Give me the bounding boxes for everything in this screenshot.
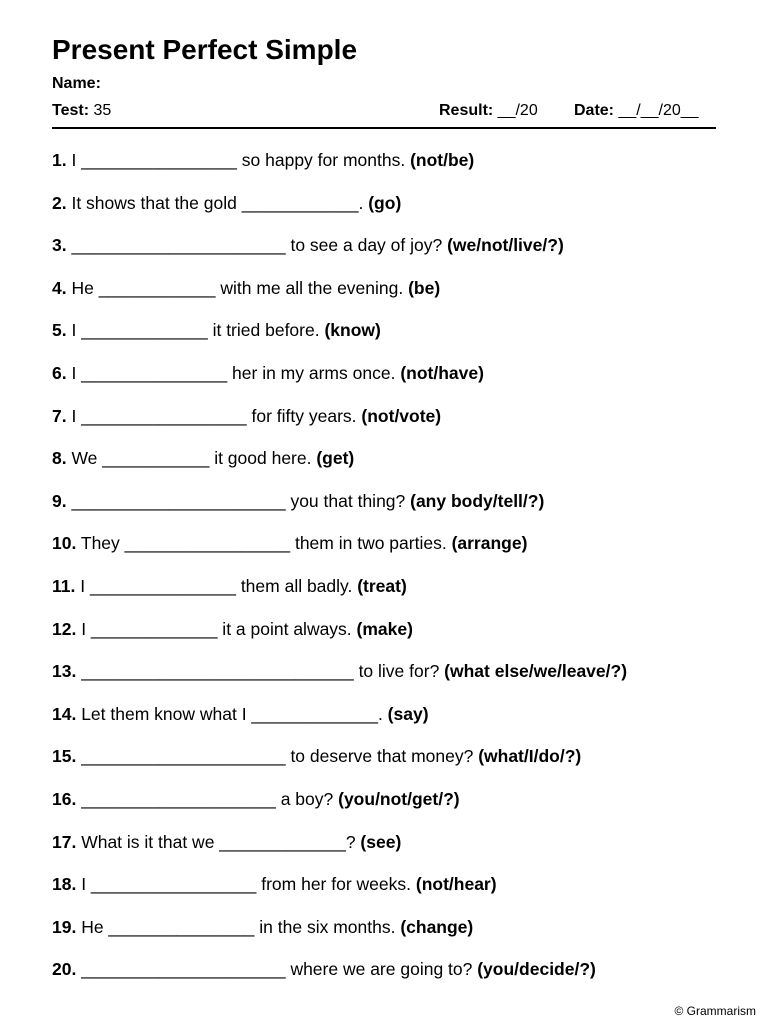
test-value: 35: [89, 102, 112, 119]
exercise-sentence: I _______________ her in my arms once.: [66, 362, 401, 383]
exercise-number: 20.: [52, 959, 77, 980]
exercise-sentence: What is it that we _____________?: [76, 831, 361, 852]
exercise-number: 11.: [52, 575, 76, 596]
exercise-sentence: Let them know what I _____________.: [76, 703, 388, 724]
exercise-hint: (be): [408, 277, 441, 298]
exercise-hint: (you/not/get/?): [338, 788, 460, 809]
exercise-sentence: ____________________________ to live for?: [76, 661, 445, 682]
exercise-hint: (arrange): [451, 533, 528, 554]
exercise-hint: (make): [356, 618, 413, 639]
exercise-item: [52, 914, 732, 957]
exercise-item: [52, 786, 732, 829]
exercise-number: 10.: [52, 533, 77, 554]
exercise-hint: (what else/we/leave/?): [444, 661, 628, 682]
exercise-item: [52, 360, 732, 403]
header-divider: [52, 127, 716, 129]
exercise-item: [52, 530, 732, 573]
page-title: Present Perfect Simple: [52, 34, 358, 65]
date-label: Date:: [574, 102, 615, 119]
exercise-sentence: It shows that the gold ____________.: [66, 192, 369, 213]
exercise-sentence: We ___________ it good here.: [66, 448, 317, 469]
exercise-number: 15.: [52, 746, 77, 767]
exercise-number: 17.: [52, 831, 77, 852]
exercise-number: 14.: [52, 703, 77, 724]
exercise-item: [52, 445, 732, 488]
exercise-sentence: I _______________ them all badly.: [75, 575, 358, 596]
exercise-hint: (not/have): [400, 362, 484, 383]
exercise-item: [52, 616, 732, 659]
exercise-sentence: I _________________ for fifty years.: [66, 405, 362, 426]
exercise-hint: (go): [368, 192, 402, 213]
exercise-sentence: I _________________ from her for weeks.: [76, 874, 416, 895]
exercise-list: [52, 147, 732, 999]
exercise-item: [52, 658, 732, 701]
test-label: Test:: [52, 102, 90, 119]
exercise-hint: (not/vote): [361, 405, 442, 426]
exercise-item: [52, 743, 732, 786]
exercise-number: 7.: [52, 405, 67, 426]
exercise-number: 13.: [52, 661, 77, 682]
result-field: [439, 101, 538, 121]
date-value: __/__/20__: [614, 102, 699, 119]
exercise-item: [52, 190, 732, 233]
date-field: [574, 101, 699, 121]
exercise-item: [52, 829, 732, 872]
exercise-sentence: ______________________ to see a day of joy?: [66, 235, 448, 256]
exercise-number: 1.: [52, 150, 67, 170]
exercise-sentence: _____________________ where we are going to?: [76, 959, 478, 980]
exercise-sentence: He ____________ with me all the evening.: [66, 277, 409, 298]
exercise-item: [52, 147, 732, 190]
result-label: Result:: [439, 102, 494, 119]
name-label: Name:: [52, 75, 101, 92]
exercise-hint: (not/hear): [415, 874, 497, 895]
test-field: [52, 101, 111, 121]
exercise-hint: (say): [387, 703, 429, 724]
exercise-hint: (not/be): [410, 150, 475, 170]
exercise-hint: (you/decide/?): [477, 959, 596, 980]
exercise-item: [52, 956, 732, 999]
exercise-number: 16.: [52, 788, 77, 809]
exercise-hint: (any body/tell/?): [410, 490, 545, 511]
exercise-item: [52, 403, 732, 446]
exercise-number: 2.: [52, 192, 67, 213]
exercise-hint: (treat): [357, 575, 407, 596]
exercise-sentence: I _____________ it tried before.: [66, 320, 325, 341]
exercise-sentence: ______________________ you that thing?: [66, 490, 411, 511]
exercise-hint: (change): [400, 916, 474, 937]
exercise-sentence: I _____________ it a point always.: [76, 618, 357, 639]
exercise-sentence: ____________________ a boy?: [76, 788, 339, 809]
exercise-item: [52, 871, 732, 914]
exercise-hint: (see): [360, 831, 402, 852]
exercise-number: 3.: [52, 235, 67, 256]
exercise-number: 8.: [52, 448, 67, 469]
exercise-item: [52, 701, 732, 744]
exercise-sentence: They _________________ them in two parties.: [76, 533, 452, 554]
copyright-footer: © Grammarism: [674, 1004, 756, 1018]
exercise-number: 6.: [52, 362, 67, 383]
exercise-number: 12.: [52, 618, 77, 639]
exercise-hint: (know): [324, 320, 381, 341]
exercise-hint: (we/not/live/?): [447, 235, 564, 256]
exercise-number: 18.: [52, 874, 77, 895]
exercise-item: [52, 275, 732, 318]
exercise-number: 4.: [52, 277, 67, 298]
exercise-number: 5.: [52, 320, 67, 341]
exercise-sentence: I ________________ so happy for months.: [66, 150, 411, 170]
exercise-sentence: _____________________ to deserve that money?: [76, 746, 479, 767]
exercise-hint: (get): [316, 448, 355, 469]
result-value: __/20: [493, 102, 538, 119]
exercise-item: [52, 317, 732, 360]
exercise-sentence: He _______________ in the six months.: [76, 916, 401, 937]
exercise-item: [52, 573, 732, 616]
exercise-hint: (what/I/do/?): [478, 746, 582, 767]
exercise-item: [52, 232, 732, 275]
exercise-item: [52, 488, 732, 531]
exercise-number: 9.: [52, 490, 67, 511]
exercise-number: 19.: [52, 916, 77, 937]
